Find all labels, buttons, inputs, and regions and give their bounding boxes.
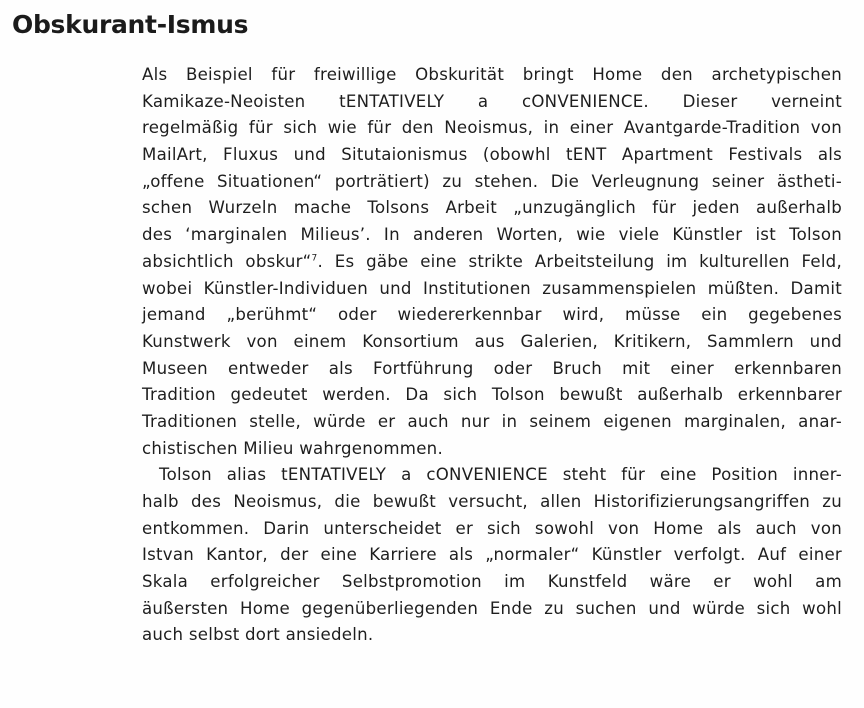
text-line: Traditionen stelle, würde er auch nur in seinem eigenen marginalen, anar-	[142, 411, 842, 431]
text-line: Museen entweder als Fortführung oder Bruch mit einer erkennbaren	[142, 358, 842, 378]
text-line: schen Wurzeln mache Tolsons Arbeit „unzugänglich für jeden außerhalb	[142, 198, 842, 218]
section-heading: Obskurant-Ismus	[12, 10, 249, 39]
text-line: wobei Künstler-Individuen und Institutionen zusammenspielen müßten. Damit	[142, 278, 842, 298]
text-line: Istvan Kantor, der eine Karriere als „normaler“ Künstler verfolgt. Auf einer	[142, 545, 842, 565]
text-fragment: . Es gäbe eine strikte Arbeitsteilung im kulturellen Feld,	[317, 251, 842, 271]
text-line: des ‘marginalen Milieus’. In anderen Worten, wie viele Künstler ist Tolson	[142, 225, 842, 245]
text-fragment: absichtlich obskur“	[142, 251, 312, 271]
text-line: auch selbst dort ansiedeln.	[142, 625, 374, 645]
text-line-with-footnote	[142, 249, 842, 276]
text-line: entkommen. Darin unterscheidet er sich sowohl von Home als auch von	[142, 518, 842, 538]
footnote-marker: 7	[311, 253, 318, 264]
text-line: Kunstwerk von einem Konsortium aus Galerien, Kritikern, Sammlern und	[142, 331, 842, 351]
paragraph-2	[142, 462, 842, 649]
text-line: regelmäßig für sich wie für den Neoismus, in einer Avantgarde-Tradition von	[142, 118, 842, 138]
text-line: Tradition gedeutet werden. Da sich Tolson bewußt außerhalb erkennbarer	[142, 385, 842, 405]
paragraph-1	[142, 62, 842, 462]
text-line: MailArt, Fluxus und Situtaionismus (obowhl tENT Apartment Festivals als	[142, 145, 842, 165]
text-line: chistischen Milieu wahrgenommen.	[142, 438, 443, 458]
text-line: jemand „berühmt“ oder wiedererkennbar wird, müsse ein gegebenes	[142, 305, 842, 325]
body-text	[142, 62, 842, 649]
text-line: Kamikaze-Neoisten tENTATIVELY a cONVENIENCE. Dieser verneint	[142, 91, 842, 111]
text-line: halb des Neoismus, die bewußt versucht, allen Historifizierungsangriffen zu	[142, 492, 842, 511]
text-line: Skala erfolgreicher Selbstpromotion im Kunstfeld wäre er wohl am	[142, 572, 842, 592]
text-line: „offene Situationen“ porträtiert) zu stehen. Die Verleugnung seiner ästheti-	[142, 171, 842, 191]
text-line: Tolson alias tENTATIVELY a cONVENIENCE steht für eine Position inner-	[159, 465, 842, 485]
text-line: Als Beispiel für freiwillige Obskurität bringt Home den archetypischen	[142, 65, 842, 84]
text-line: äußersten Home gegenüberliegenden Ende zu suchen und würde sich wohl	[142, 598, 842, 618]
